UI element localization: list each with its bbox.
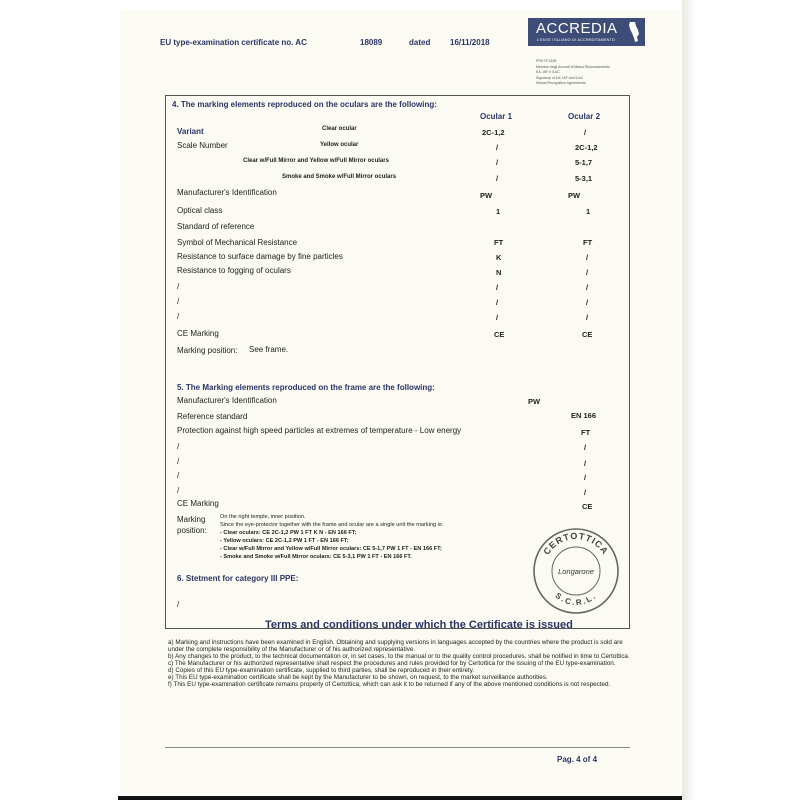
marking-line: - Smoke and Smoke w/Full Mirror oculars: CE 5-3,1 PW 1 FT - EN 166 FT. [220,554,412,560]
s5-row-label: Manufacturer's Identification [177,396,277,405]
footer-rule [165,747,630,748]
s4-row-o1: K [496,253,502,262]
terms-item: c) The Manufacturer or his authorized representative shall respect the procedures and rules provided for by Certottica for the issuing of the EU type-examination. [168,660,616,667]
variant-label: Variant [177,127,204,136]
variant-smoke: Smoke and Smoke w/Full Mirror oculars [282,174,397,180]
s4-row-label: Manufacturer's Identification [177,188,277,197]
section4-title: 4. The marking elements reproduced on the oculars are the following: [172,100,437,109]
section5-title: 5. The Marking elements reproduced on the frame are the following: [177,383,435,392]
terms-title: Terms and conditions under which the Certificate is issued [265,619,573,631]
s4-row-label: / [177,312,180,321]
variant-clear-o1: 2C-1,2 [482,128,505,137]
s5-row-value: / [584,473,587,482]
ocular1-header: Ocular 1 [480,112,513,121]
s4-marking-position-value: See frame. [249,345,289,354]
section6-value: / [177,600,180,609]
marking-line: On the right temple, inner position. [220,514,306,520]
mla-line-3: Signatory of EA, IAF and ILAC [536,76,584,80]
s5-marking-label-1: Marking [177,515,206,524]
logo-subtitle: L'ENTE ITALIANO DI ACCREDITAMENTO [537,38,616,42]
terms-list [168,639,630,688]
accredia-logo [528,18,645,46]
s5-row-value: / [584,443,587,452]
marking-line: - Yellow oculars: CE 2C-1,2 PW 1 FT - EN 166 FT; [220,538,349,544]
s4-row-o2: 1 [586,207,591,216]
s5-ce-label: CE Marking [177,499,219,508]
variant-clear-o2: / [584,128,587,137]
s5-row-label: / [177,471,180,480]
certificate-number: 18089 [360,38,383,47]
s4-ce-o2: CE [582,330,593,339]
s4-row-o1: / [496,283,499,292]
variant-yellow: Yellow ocular [320,142,359,148]
variant-clear: Clear ocular [322,126,357,132]
variant-yellow-o2: 2C-1,2 [575,143,598,152]
logo-name: ACCREDIA [536,20,618,37]
marking-line: - Clear w/Full Mirror and Yellow w/Full Mirror oculars: CE 5-1,7 PW 1 FT - EN 166 FT; [220,546,442,552]
terms-item: d) Copies of this EU type-examination certificate, supplied to third parties, shall be reproduced in their entirety. [168,667,475,674]
marking-line: Since the eye-protector together with the frame and ocular are a single unit the marking is: [220,522,444,528]
terms-item: e) This EU type-examination certificate shall be kept by the Manufacturer to be shown, on request, to the market surveillance authorities. [168,674,548,681]
variant-yellow-o1: / [496,143,499,152]
s4-row-o1: N [496,268,502,277]
s4-row-label: Symbol of Mechanical Resistance [177,238,298,247]
s4-ce-label: CE Marking [177,329,219,338]
certificate-date: 16/11/2018 [450,38,490,47]
stamp-middle-text: Longarone [558,567,594,576]
s4-row-o2: PW [568,191,581,200]
mla-line-2: EA, IAF e ILAC [536,70,560,74]
bottom-edge [118,796,682,800]
s4-row-o2: / [586,298,589,307]
s5-row-label: Reference standard [177,412,248,421]
s5-row-label: / [177,457,180,466]
mla-line-1: Membro degli Accordi di Mutuo Riconoscimento [536,65,610,69]
s4-row-o1: / [496,298,499,307]
dated-label: dated [409,38,431,47]
s5-ce-value: CE [582,502,593,511]
s5-marking-label-2: position: [177,526,207,535]
s4-row-o1: FT [494,238,504,247]
s4-row-o2: / [586,313,589,322]
page-edge-shadow [682,0,696,800]
s4-row-o2: FT [583,238,593,247]
terms-item: a) Marking and instructions have been examined in English. Obtaining and supplying versions in languages accepted by the countries where the product is sold are under the complete responsibility of the Manufacturer or of his authorized representative. [168,639,623,653]
ocular2-header: Ocular 2 [568,112,601,121]
scale-number-label: Scale Number [177,141,228,150]
prd-number: PRD N°142B [536,59,557,63]
variant-smoke-o2: 5-3,1 [575,174,593,183]
s5-row-label: / [177,442,180,451]
s5-row-label: Protection against high speed particles at extremes of temperature - Low energy [177,426,462,435]
s4-row-o2: / [586,268,589,277]
s5-row-value: PW [528,397,541,406]
s4-row-o1: PW [480,191,493,200]
variant-mirror-o2: 5-1,7 [575,158,593,167]
italy-map-icon [628,21,640,43]
s4-marking-position-label: Marking position: [177,346,238,355]
terms-item: b) Any changes to the product, to the technical documentation or, in set cases, to the manual or to the quality control procedures, shall be notified in time to Certottica. [168,653,630,660]
terms-item: f) This EU type-examination certificate remains property of Certottica, which can ask it to be returned if any of the above mentioned conditions is not respected. [168,681,611,688]
s5-row-value: EN 166 [571,411,597,420]
s4-row-label: Resistance to surface damage by fine particles [177,252,343,261]
s4-row-label: / [177,282,180,291]
s4-row-label: Optical class [177,206,223,215]
s5-row-value: / [584,459,587,468]
stamp-top-text: CERTOTTICA [541,530,611,557]
section6-title: 6. Stetment for category III PPE: [177,574,299,583]
s4-row-o1: / [496,313,499,322]
s4-ce-o1: CE [494,330,505,339]
variant-mirror: Clear w/Full Mirror and Yellow w/Full Mirror oculars [243,158,389,164]
marking-line: - Clear oculars: CE 2C-1,2 PW 1 FT K N - EN 166 FT; [220,530,357,536]
mla-line-4: Mutual Recognition Agreements [536,81,586,85]
stamp-bottom-text: S.C.R.L. [553,590,599,608]
variant-smoke-o1: / [496,174,499,183]
s4-row-label: / [177,297,180,306]
certottica-stamp [530,525,622,617]
s4-row-label: Standard of reference [177,222,255,231]
s4-row-label: Resistance to fogging of oculars [177,266,291,275]
page-number: Pag. 4 of 4 [557,755,598,764]
s4-row-o2: / [586,253,589,262]
s5-row-value: FT [581,428,591,437]
variant-mirror-o1: / [496,158,499,167]
s4-row-o1: 1 [496,207,501,216]
s4-row-o2: / [586,283,589,292]
s5-row-label: / [177,486,180,495]
s5-row-value: / [584,488,587,497]
certificate-label: EU type-examination certificate no. AC [160,38,307,47]
